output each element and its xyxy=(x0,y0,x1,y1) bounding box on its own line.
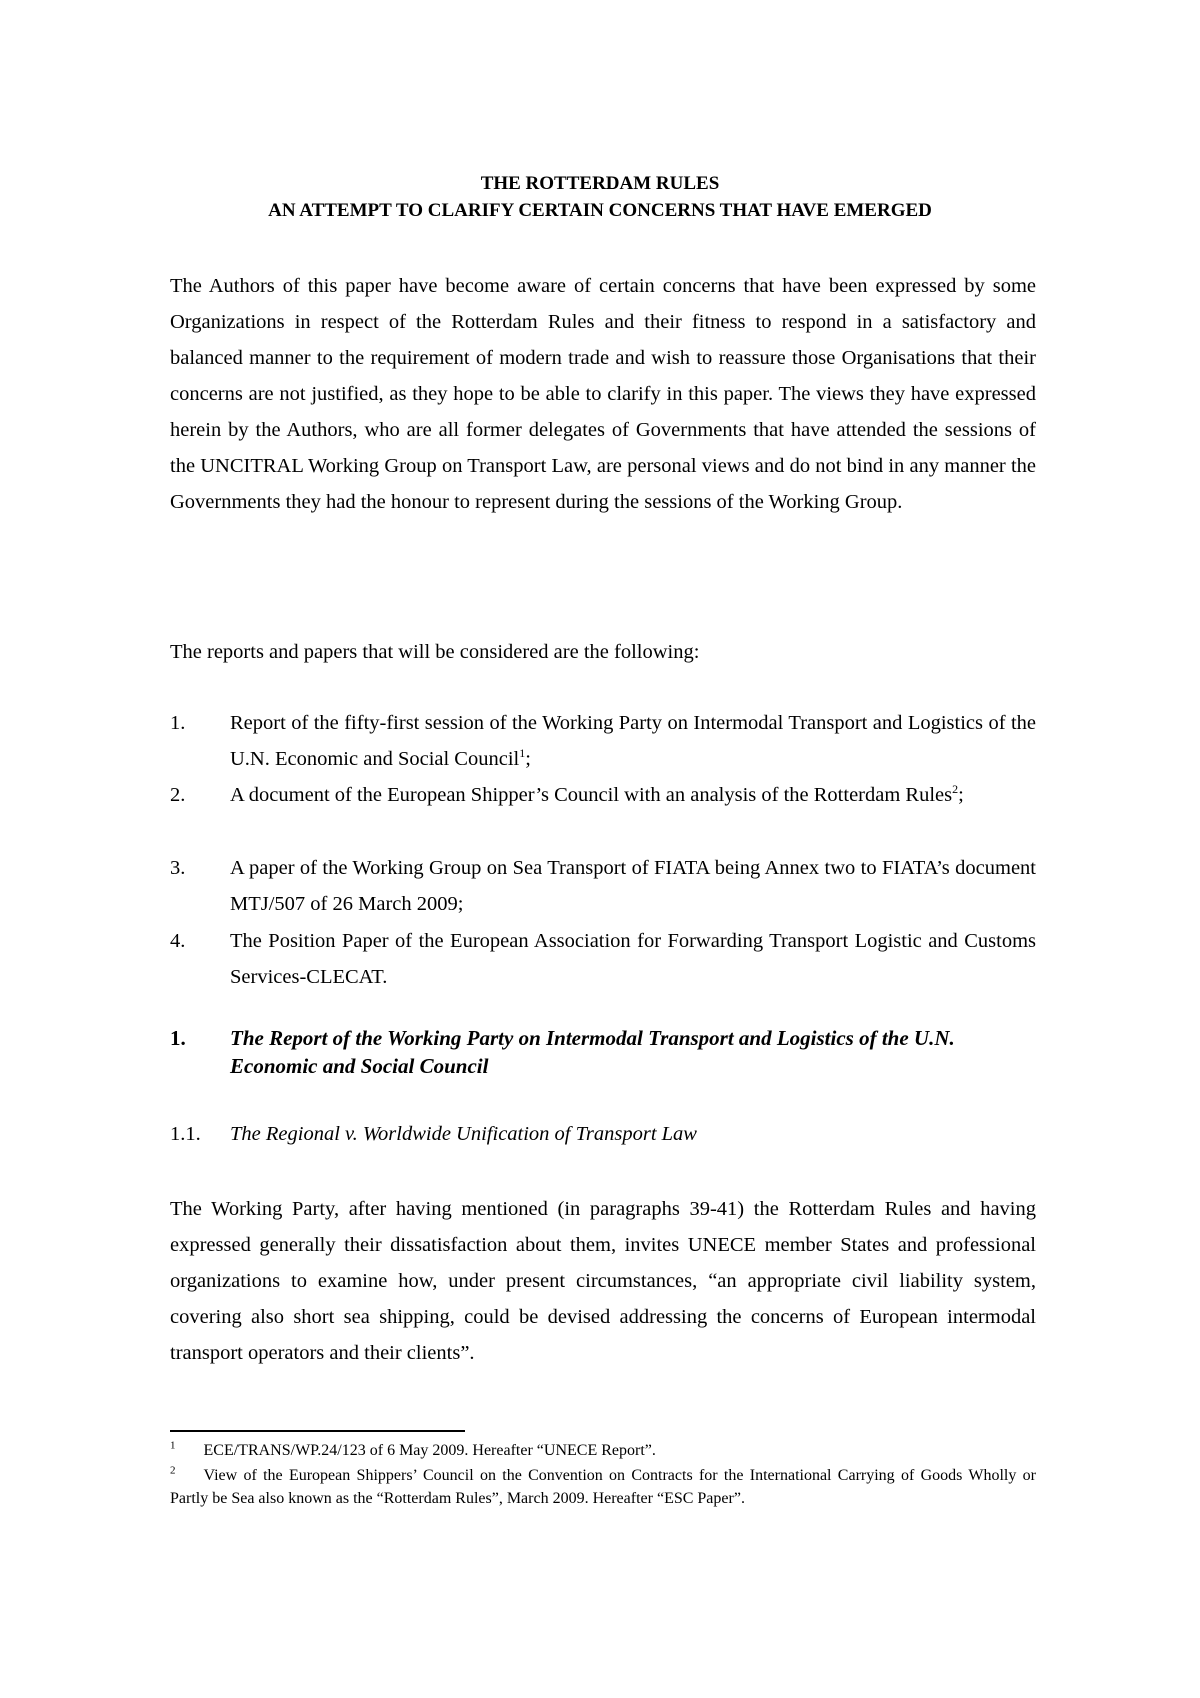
list-text: A document of the European Shipper’s Council with an analysis of the Rotterdam Rules xyxy=(230,784,953,806)
intro-paragraph: The Authors of this paper have become aware of certain concerns that have been expressed by some Organizations in respect of the Rotterdam Rules and their fitness to respond in a satisfactory and balanced manner to the requirement of modern trade and wish to reassure those Organisations that their concerns are not justified, as they hope to be able to clarify in this paper. The views they have expressed herein by the Authors, who are all former delegates of Governments that have attended the sessions of the UNCITRAL Working Group on Transport Law, are personal views and do not bind in any manner the Governments they had the honour to represent during the sessions of the Working Group. xyxy=(170,275,1036,513)
title-line-1: THE ROTTERDAM RULES xyxy=(480,173,720,194)
list-text: A paper of the Working Group on Sea Transport of FIATA being Annex two to FIATA’s document MTJ/507 of 26 March 2009; xyxy=(230,857,1036,915)
subsection-number: 1.1. xyxy=(170,1123,201,1145)
list-number: 2. xyxy=(170,784,186,806)
section-heading xyxy=(170,1024,1036,1080)
list-text: Report of the fifty-first session of the Working Party on Intermodal Transport and Logistics of the U.N. Economic and Social Council xyxy=(230,712,1036,770)
list-item xyxy=(170,705,1036,777)
list-tail: ; xyxy=(958,784,964,806)
list-item xyxy=(170,850,1036,922)
footnote-text: ECE/TRANS/WP.24/123 of 6 May 2009. Hereafter “UNECE Report”. xyxy=(203,1442,656,1459)
footnote-number: 2 xyxy=(170,1464,176,1477)
list-text: The Position Paper of the European Association for Forwarding Transport Logistic and Customs Services-CLECAT. xyxy=(230,930,1036,988)
list-number: 4. xyxy=(170,930,186,952)
footnote-ref[interactable]: 1 xyxy=(519,746,526,761)
title-line-2: AN ATTEMPT TO CLARIFY CERTAIN CONCERNS THAT HAVE EMERGED xyxy=(268,200,932,221)
list-item xyxy=(170,923,1036,995)
footnote-1 xyxy=(170,1439,1036,1462)
footnote-number: 1 xyxy=(170,1439,176,1452)
section-number: 1. xyxy=(170,1026,186,1050)
list-number: 3. xyxy=(170,857,186,879)
list-item xyxy=(170,777,1036,813)
section-paragraph: The Working Party, after having mentioned (in paragraphs 39-41) the Rotterdam Rules and having expressed generally their dissatisfaction about them, invites UNECE member States and professional organizations to examine how, under present circumstances, “an appropriate civil liability system, covering also short sea shipping, could be devised addressing the concerns of European intermodal transport operators and their clients”. xyxy=(170,1198,1036,1364)
subsection-heading xyxy=(170,1116,1036,1152)
list-number: 1. xyxy=(170,712,186,734)
footnote-ref[interactable]: 2 xyxy=(952,782,959,797)
footnote-2 xyxy=(170,1464,1036,1510)
list-intro: The reports and papers that will be considered are the following: xyxy=(170,641,700,663)
list-tail: ; xyxy=(525,748,531,770)
document-title xyxy=(0,170,1200,224)
section-title: The Report of the Working Party on Intermodal Transport and Logistics of the U.N. Economic and Social Council xyxy=(230,1026,955,1078)
subsection-title: The Regional v. Worldwide Unification of Transport Law xyxy=(230,1123,697,1145)
footnote-text: View of the European Shippers’ Council on the Convention on Contracts for the International Carrying of Goods Wholly or Partly be Sea also known as the “Rotterdam Rules”, March 2009. Hereafter “ESC Paper”. xyxy=(170,1467,1036,1507)
footnote-separator xyxy=(170,1430,465,1432)
